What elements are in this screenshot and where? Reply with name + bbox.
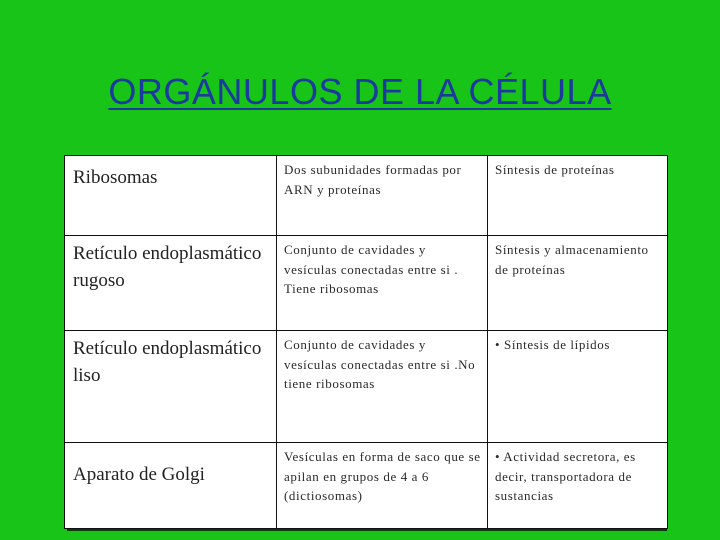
table-row xyxy=(65,331,668,443)
organelle-structure: Dos subunidades formadas por ARN y proteínas xyxy=(284,162,462,197)
table-row xyxy=(65,156,668,236)
function-cell xyxy=(488,236,668,331)
structure-cell xyxy=(277,443,488,529)
structure-cell xyxy=(277,156,488,236)
structure-cell xyxy=(277,236,488,331)
organelle-structure: Conjunto de cavidades y vesículas conectadas entre si .No tiene ribosomas xyxy=(284,337,476,391)
organelle-function: Síntesis de proteínas xyxy=(495,162,615,177)
table-row xyxy=(65,236,668,331)
organelle-name: Aparato de Golgi xyxy=(73,464,205,485)
table-row xyxy=(65,443,668,529)
organelle-structure: Vesículas en forma de saco que se apilan en grupos de 4 a 6 (dictiosomas) xyxy=(284,449,481,503)
function-cell xyxy=(488,331,668,443)
organelle-name: Ribosomas xyxy=(73,167,158,188)
organelle-name: Retículo endoplasmático rugoso xyxy=(73,243,262,291)
organelle-name-cell xyxy=(65,236,277,331)
organelle-name: Retículo endoplasmático liso xyxy=(73,338,262,386)
organelle-name-cell xyxy=(65,156,277,236)
structure-cell xyxy=(277,331,488,443)
organelle-name-cell xyxy=(65,443,277,529)
slide-title: ORGÁNULOS DE LA CÉLULA xyxy=(108,71,612,112)
organelle-name-cell xyxy=(65,331,277,443)
function-cell xyxy=(488,156,668,236)
organelle-function: Síntesis y almacenamiento de proteínas xyxy=(495,242,649,277)
organelles-table xyxy=(64,155,668,529)
function-cell xyxy=(488,443,668,529)
organelle-structure: Conjunto de cavidades y vesículas conectadas entre si . Tiene ribosomas xyxy=(284,242,459,296)
organelle-function: • Actividad secretora, es decir, transportadora de sustancias xyxy=(495,449,636,503)
organelles-table-container xyxy=(64,155,664,528)
organelle-function: • Síntesis de lípidos xyxy=(495,337,611,352)
